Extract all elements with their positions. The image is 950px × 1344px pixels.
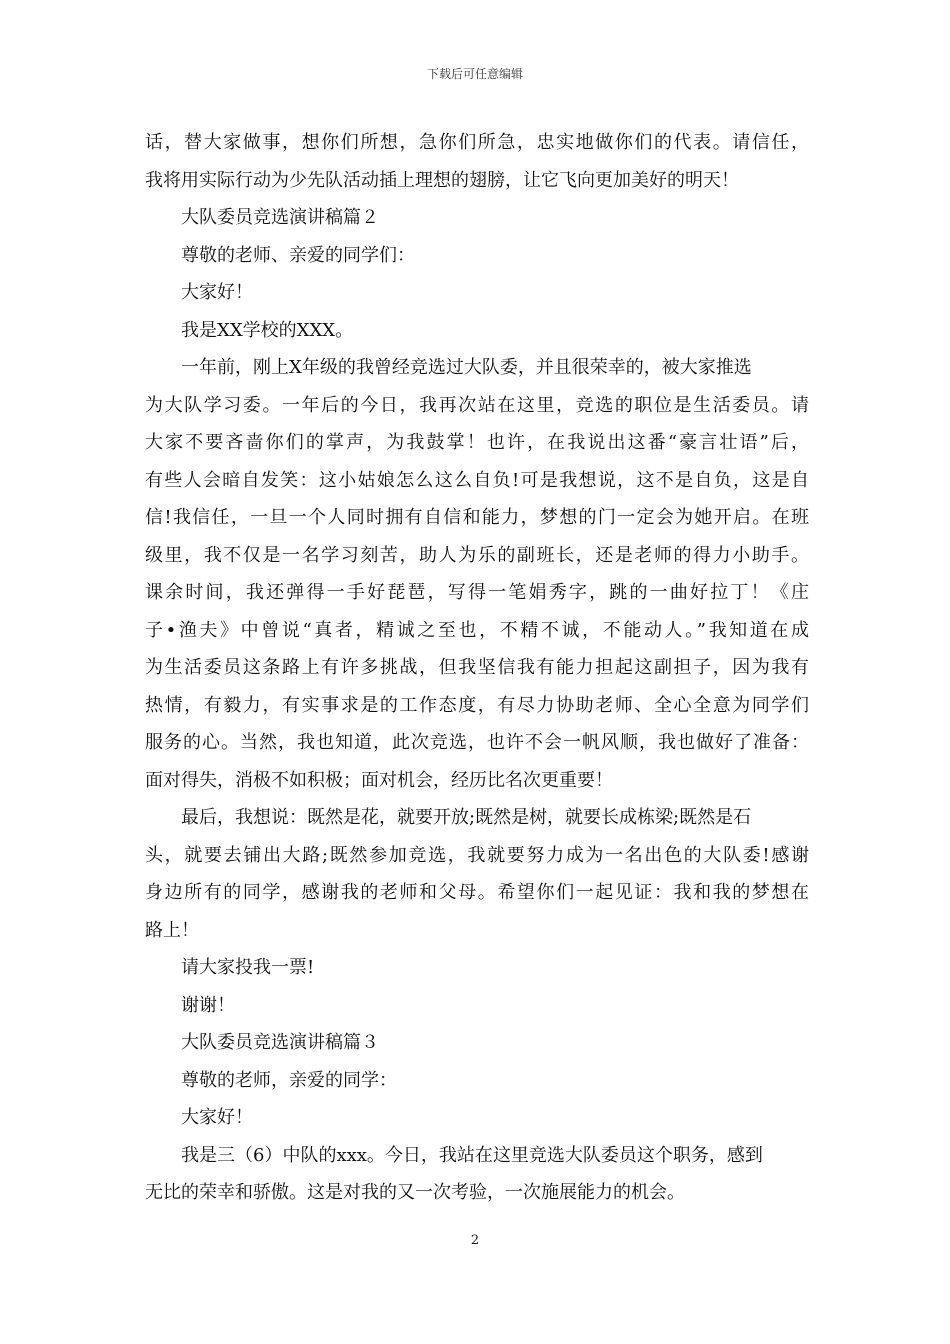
text-line: 路上！: [145, 919, 199, 941]
text-line: 大队委员竞选演讲稿篇２: [181, 207, 379, 228]
text-line: 谢谢！: [181, 994, 235, 1016]
text-line: 话，替大家做事，想你们所想，急你们所急，忠实地做你们的代表。请信任，: [145, 132, 809, 153]
text-line: 身边所有的同学，感谢我的老师和父母。希望你们一起见证：我和我的梦想在: [145, 882, 809, 903]
text-line: 请大家投我一票!: [181, 957, 315, 978]
text-line: 我是三（6）中队的xxx。今日，我站在这里竞选大队委员这个职务，感到: [181, 1144, 763, 1166]
text-line: 有些人会暗自发笑：这小姑娘怎么这么自负!可是我想说，这不是自负，这是自: [145, 469, 809, 491]
text-line: 大家好！: [181, 282, 253, 303]
text-line: 尊敬的老师、亲爱的同学们：: [181, 244, 415, 266]
text-line: 服务的心。当然，我也知道，此次竞选，也许不会一帆风顺，我也做好了准备：: [145, 732, 809, 753]
text-line: 我是XX学校的XXX。: [181, 319, 354, 341]
text-line: 尊敬的老师，亲爱的同学：: [181, 1069, 397, 1091]
text-line: 大队委员竞选演讲稿篇３: [181, 1032, 379, 1053]
page-header: 下载后可任意编辑: [426, 67, 523, 81]
text-line: 大家好！: [181, 1107, 253, 1128]
text-line: 我将用实际行动为少先队活动插上理想的翅膀，让它飞向更加美好的明天！: [145, 169, 739, 191]
text-line: 头，就要去铺出大路;既然参加竞选，我就要努力成为一名出色的大队委!感谢: [145, 844, 809, 866]
text-line: 级里，我不仅是一名学习刻苦，助人为乐的副班长，还是老师的得力小助手。: [145, 544, 809, 566]
text-line: 面对得失，消极不如积极；面对机会，经历比名次更重要！: [145, 769, 613, 791]
text-line: 课余时间，我还弹得一手好琵琶，写得一笔娟秀字，跳的一曲好拉丁！《庄: [145, 582, 809, 603]
page-number: 2: [470, 1233, 480, 1248]
text-line: 热情，有毅力，有实事求是的工作态度，有尽力协助老师、全心全意为同学们: [145, 694, 809, 716]
text-line: 最后，我想说：既然是花，就要开放;既然是树，就要长成栋梁;既然是石: [181, 807, 752, 828]
text-line: 无比的荣幸和骄傲。这是对我的又一次考验，一次施展能力的机会。: [145, 1182, 685, 1203]
text-line: 大家不要吝啬你们的掌声，为我鼓掌！也许，在我说出这番“豪言壮语”后，: [145, 432, 809, 453]
text-line: 为生活委员这条路上有许多挑战，但我坚信我有能力担起这副担子，因为我有: [145, 657, 809, 678]
text-line: 一年前，刚上X年级的我曾经竞选过大队委，并且很荣幸的，被大家推选: [181, 357, 752, 378]
document-body: [145, 124, 809, 1212]
text-line: 为大队学习委。一年后的今日，我再次站在这里，竞选的职位是生活委员。请: [145, 394, 809, 416]
text-line: 子•渔夫》中曾说“真者，精诚之至也，不精不诚，不能动人。”我知道在成: [145, 619, 809, 641]
text-line: 信!我信任，一旦一个人同时拥有自信和能力，梦想的门一定会为她开启。在班: [145, 507, 809, 528]
